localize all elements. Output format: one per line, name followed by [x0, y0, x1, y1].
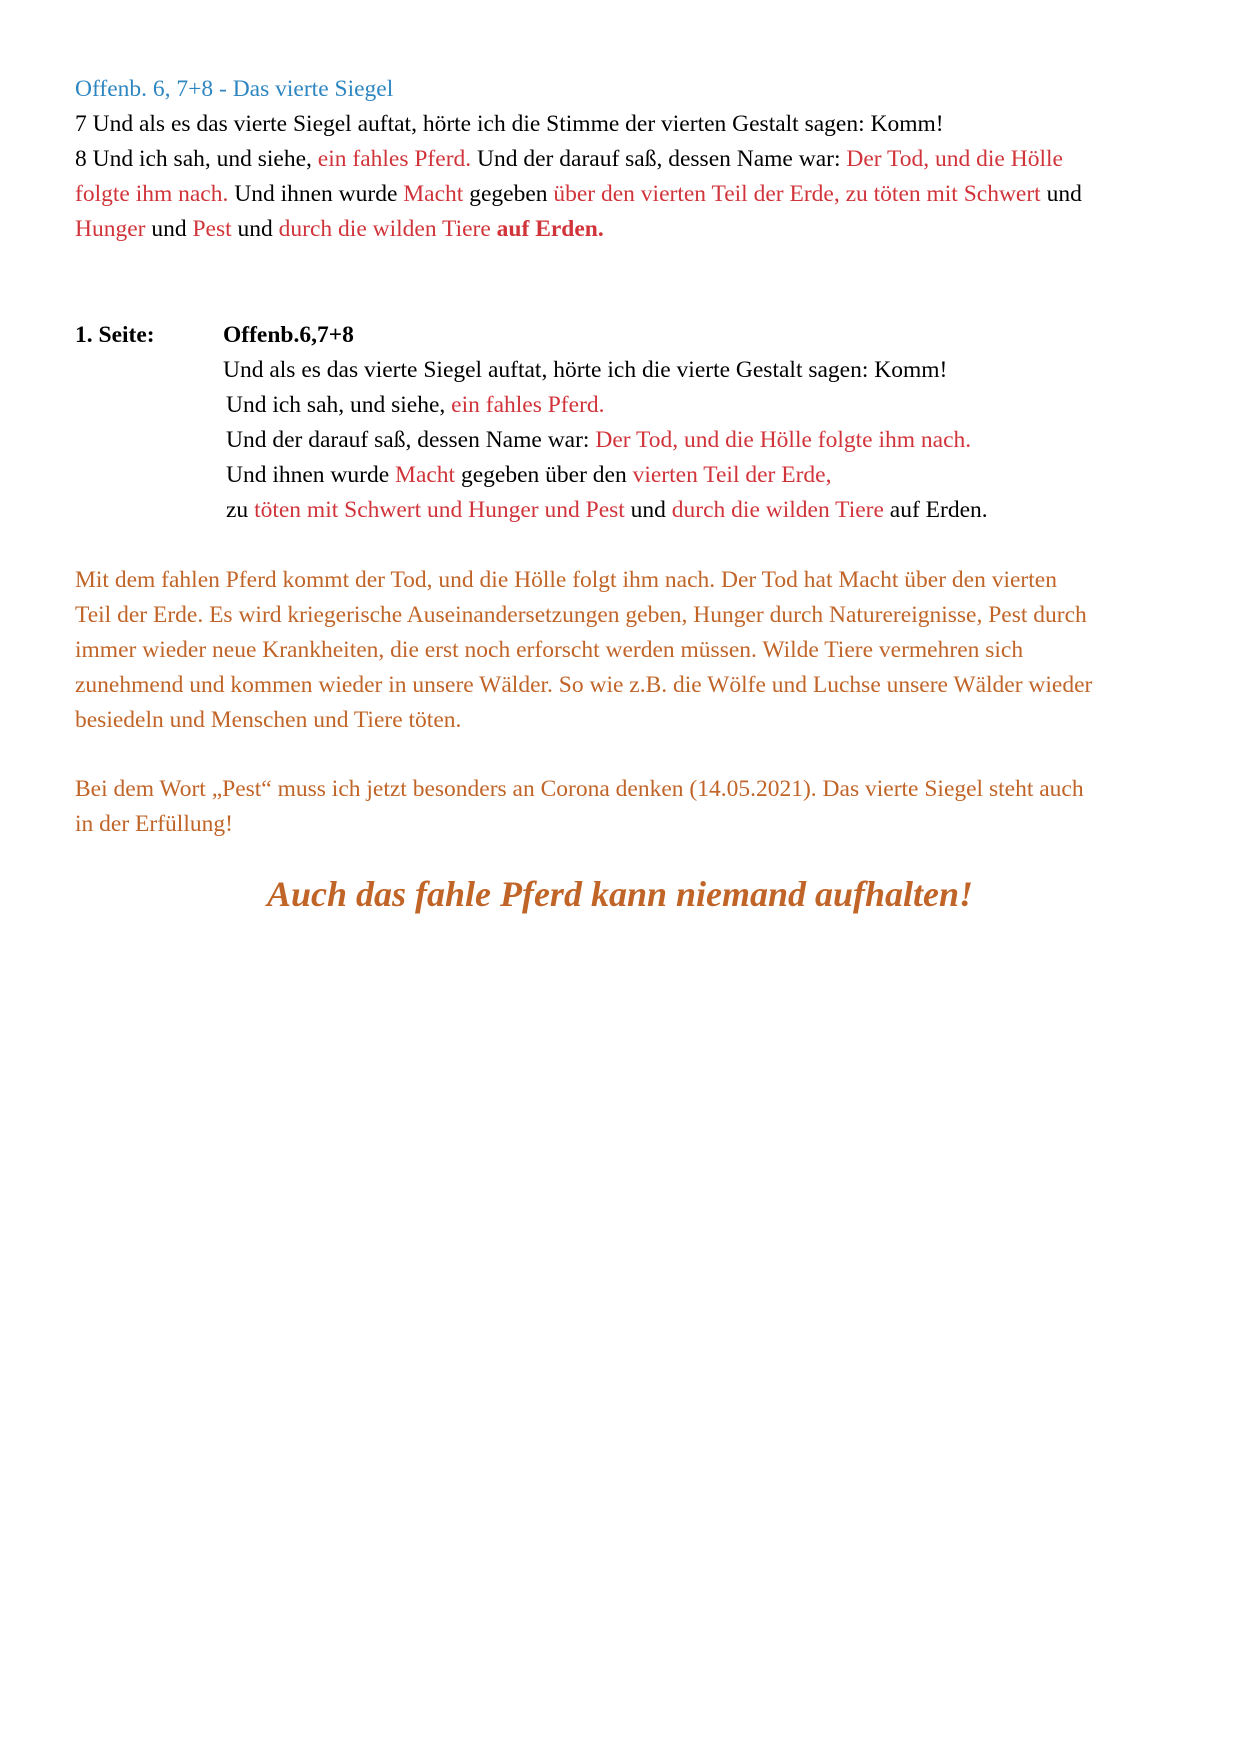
- highlight-span: Macht: [395, 462, 456, 488]
- text-span: und: [231, 216, 279, 242]
- text-span: und: [145, 216, 193, 242]
- highlight-span: über den vierten Teil der Erde, zu töten mit Schwert: [553, 181, 1041, 207]
- commentary-line: besiedeln und Menschen und Tiere töten.: [75, 707, 462, 733]
- section-line-2: [226, 388, 605, 423]
- text-span: Und ihnen wurde: [228, 181, 404, 207]
- section-line-4: [226, 458, 831, 493]
- highlight-span: ein fahles Pferd.: [451, 392, 605, 418]
- text-span: gegeben: [463, 181, 554, 207]
- commentary-line: Teil der Erde. Es wird kriegerische Auseinandersetzungen geben, Hunger durch Naturereignisse, Pest durch: [75, 602, 1087, 628]
- highlight-span: töten mit Schwert und Hunger und Pest: [254, 497, 625, 523]
- highlight-span: ein fahles Pferd.: [317, 146, 472, 172]
- section-line-1: Und als es das vierte Siegel auftat, hörte ich die vierte Gestalt sagen: Komm!: [223, 357, 948, 383]
- highlight-span: vierten Teil der Erde,: [632, 462, 832, 488]
- note-line: Bei dem Wort „Pest“ muss ich jetzt besonders an Corona denken (14.05.2021). Das vierte Siegel steht auch: [75, 776, 1084, 802]
- text-span: Und ich sah, und siehe,: [226, 392, 452, 418]
- verse-7: 7 Und als es das vierte Siegel auftat, hörte ich die Stimme der vierten Gestalt sagen: Komm!: [75, 111, 944, 137]
- text-span: und: [1040, 181, 1082, 207]
- verse-8-line-3: [75, 212, 604, 247]
- section-line-3: [226, 423, 971, 458]
- text-span: Und der darauf saß, dessen Name war:: [226, 427, 596, 453]
- text-span: 8 Und ich sah, und siehe,: [75, 146, 318, 172]
- text-span: gegeben über den: [455, 462, 633, 488]
- highlight-span: durch die wilden Tiere: [278, 216, 497, 242]
- section-line-5: [226, 493, 988, 528]
- commentary-line: Mit dem fahlen Pferd kommt der Tod, und die Hölle folgt ihm nach. Der Tod hat Macht über den vierten: [75, 567, 1057, 593]
- highlight-span: durch die wilden Tiere: [671, 497, 884, 523]
- commentary-line: immer wieder neue Krankheiten, die erst noch erforscht werden müssen. Wilde Tiere vermehren sich: [75, 637, 1024, 663]
- highlight-span: Hunger: [75, 216, 146, 242]
- document-title: Offenb. 6, 7+8 - Das vierte Siegel: [75, 76, 394, 102]
- highlight-span: Pest: [192, 216, 232, 242]
- closing-statement: Auch das fahle Pferd kann niemand aufhalten!: [266, 874, 974, 914]
- highlight-span: Der Tod, und die Hölle folgte ihm nach.: [595, 427, 972, 453]
- page-label: 1. Seite:: [75, 322, 155, 348]
- text-span: zu: [226, 497, 255, 523]
- highlight-span: Macht: [403, 181, 464, 207]
- text-span: und: [624, 497, 672, 523]
- text-span: auf Erden.: [883, 497, 988, 523]
- highlight-span: folgte ihm nach.: [75, 181, 229, 207]
- text-span: Und ihnen wurde: [226, 462, 396, 488]
- text-span: Und der darauf saß, dessen Name war:: [471, 146, 847, 172]
- note-line: in der Erfüllung!: [75, 811, 233, 837]
- commentary-line: zunehmend und kommen wieder in unsere Wälder. So wie z.B. die Wölfe und Luchse unsere Wälder wieder: [75, 672, 1093, 698]
- section-reference: Offenb.6,7+8: [223, 322, 354, 348]
- verse-8-line-1: [75, 142, 1063, 177]
- verse-8-line-2: [75, 177, 1082, 212]
- highlight-span: Der Tod, und die Hölle: [846, 146, 1063, 172]
- highlight-bold-span: auf Erden.: [496, 216, 604, 242]
